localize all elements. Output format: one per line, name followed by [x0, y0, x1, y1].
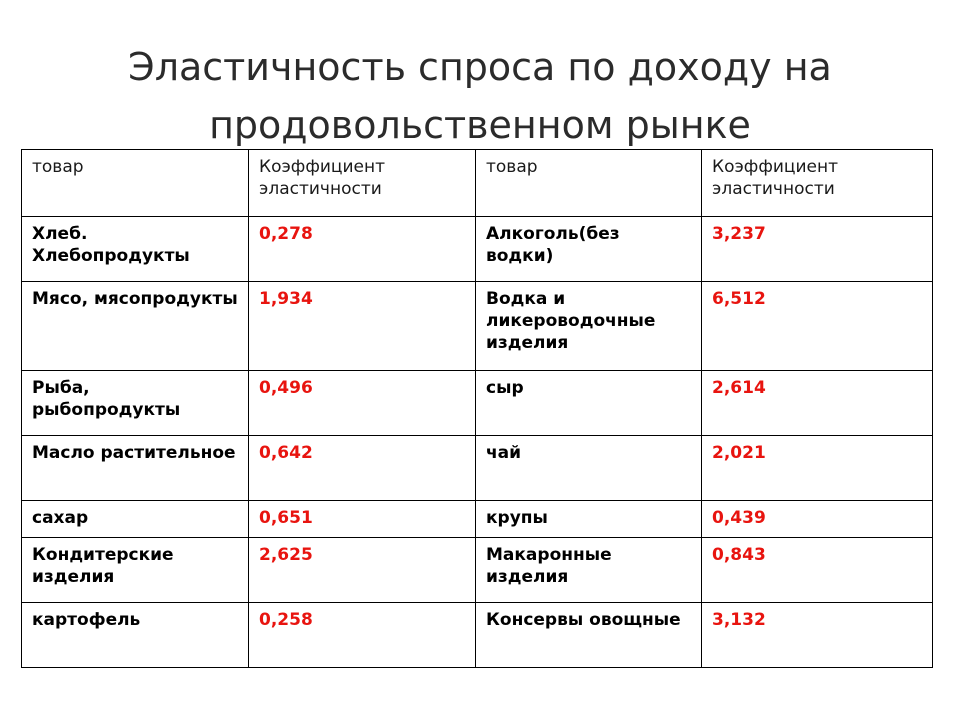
slide-title-line-1: Эластичность спроса по доходу на — [128, 45, 832, 89]
good-left-cell: Мясо, мясопродукты — [22, 282, 249, 371]
coef-left-cell: 0,258 — [249, 603, 476, 668]
good-right-cell: Алкоголь(без водки) — [476, 217, 702, 282]
coef-right-cell: 3,132 — [702, 603, 933, 668]
table-row — [22, 217, 933, 282]
good-left-cell: Хлеб. Хлебопродукты — [22, 217, 249, 282]
good-right-cell: сыр — [476, 371, 702, 436]
good-right-cell: чай — [476, 436, 702, 501]
coef-left-cell: 1,934 — [249, 282, 476, 371]
header-cell-good-right: товар — [476, 150, 702, 217]
header-cell-coef-right: Коэффициент эластичности — [702, 150, 933, 217]
header-cell-good-left: товар — [22, 150, 249, 217]
good-left-cell: Рыба, рыбопродукты — [22, 371, 249, 436]
elasticity-table — [21, 149, 933, 668]
table-row — [22, 538, 933, 603]
table-row — [22, 436, 933, 501]
slide-title-line-2: продовольственном рынке — [209, 103, 751, 147]
table-row — [22, 282, 933, 371]
coef-right-cell: 2,614 — [702, 371, 933, 436]
coef-right-cell: 0,439 — [702, 501, 933, 538]
good-right-cell: Водка и ликероводочные изделия — [476, 282, 702, 371]
good-left-cell: Кондитерские изделия — [22, 538, 249, 603]
coef-right-cell: 0,843 — [702, 538, 933, 603]
coef-left-cell: 0,651 — [249, 501, 476, 538]
good-left-cell: сахар — [22, 501, 249, 538]
good-right-cell: Макаронные изделия — [476, 538, 702, 603]
slide-title — [60, 38, 900, 154]
header-cell-coef-left: Коэффициент эластичности — [249, 150, 476, 217]
coef-left-cell: 2,625 — [249, 538, 476, 603]
table-header-row — [22, 150, 933, 217]
good-right-cell: Консервы овощные — [476, 603, 702, 668]
table-row — [22, 371, 933, 436]
good-left-cell: Масло растительное — [22, 436, 249, 501]
coef-left-cell: 0,278 — [249, 217, 476, 282]
good-left-cell: картофель — [22, 603, 249, 668]
coef-left-cell: 0,496 — [249, 371, 476, 436]
coef-right-cell: 2,021 — [702, 436, 933, 501]
coef-right-cell: 3,237 — [702, 217, 933, 282]
coef-right-cell: 6,512 — [702, 282, 933, 371]
good-right-cell: крупы — [476, 501, 702, 538]
table-row — [22, 603, 933, 668]
table-row — [22, 501, 933, 538]
coef-left-cell: 0,642 — [249, 436, 476, 501]
